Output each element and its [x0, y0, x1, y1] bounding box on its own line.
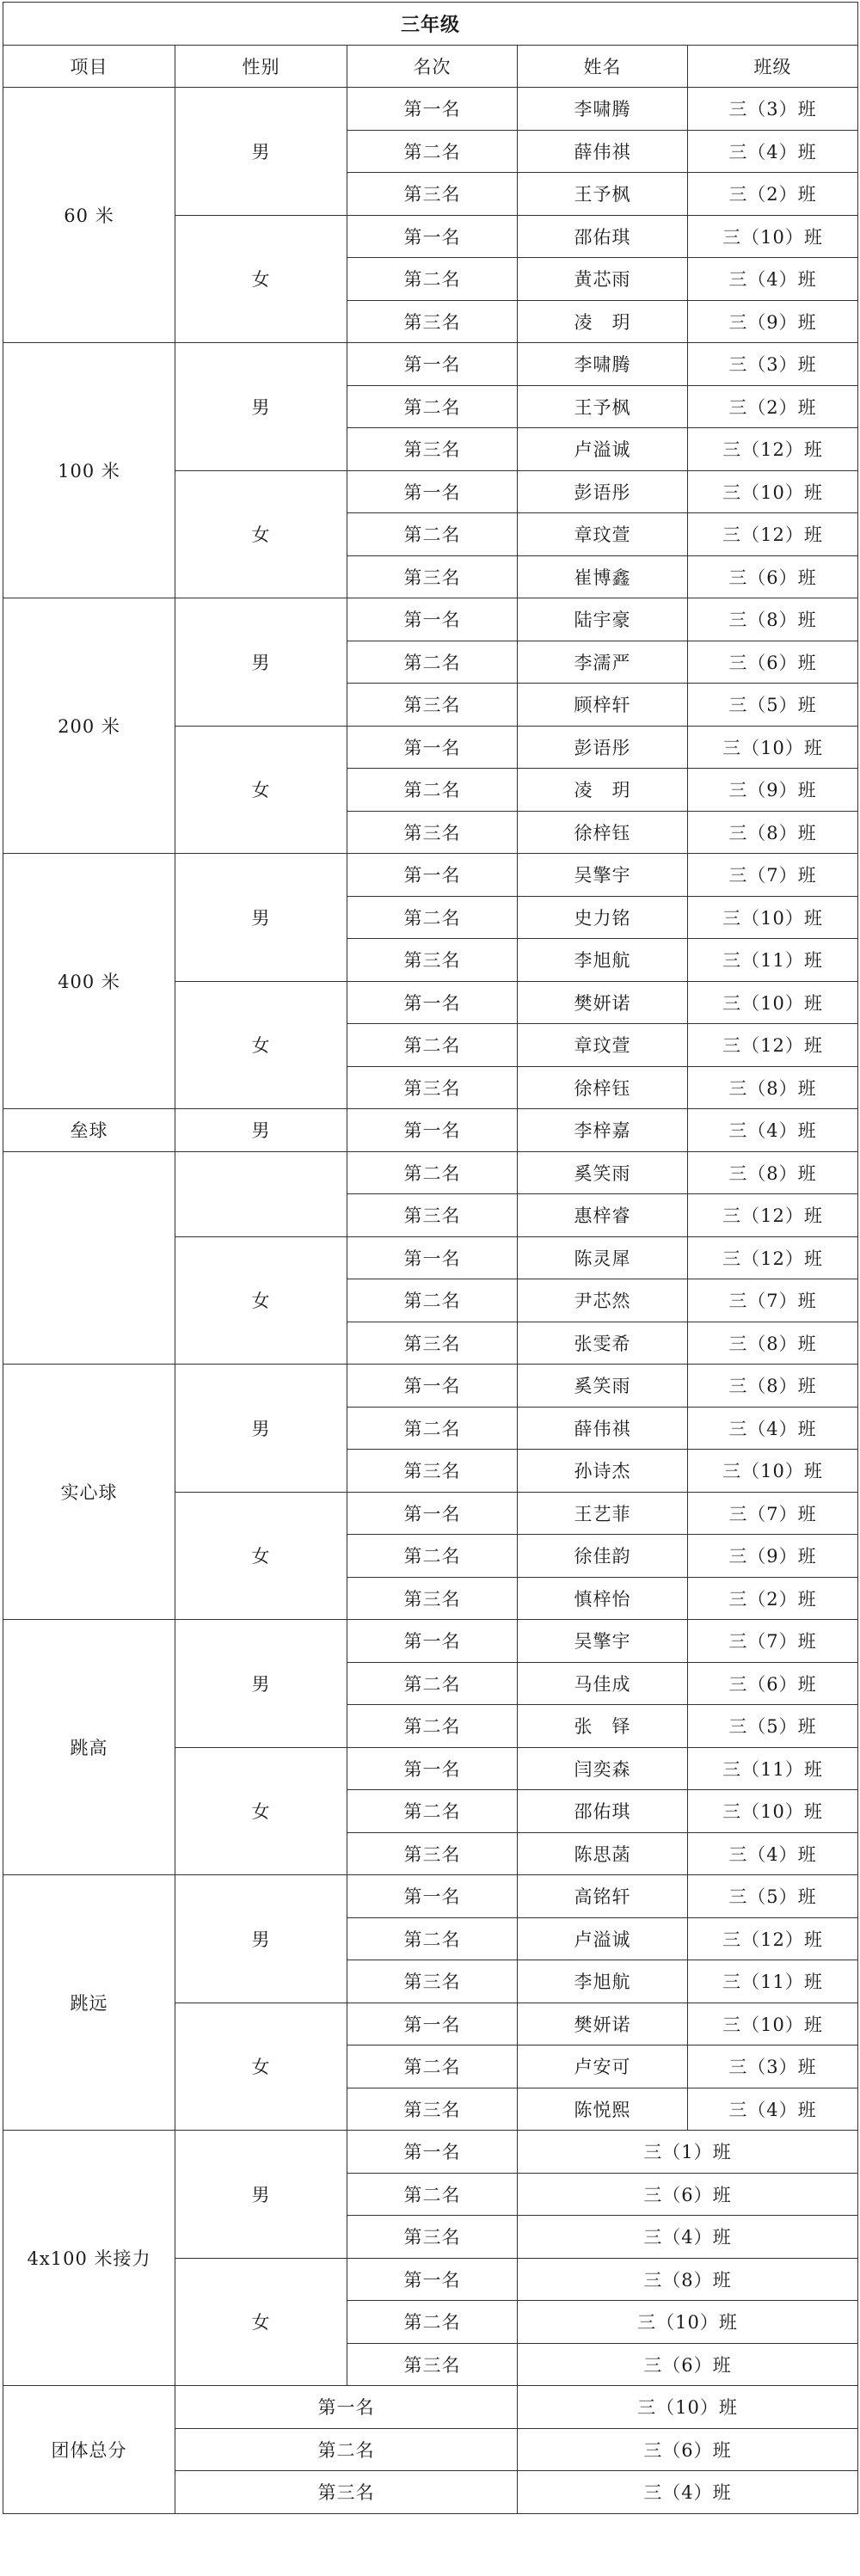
table-row — [3, 1109, 858, 1152]
rank-cell: 第二名 — [347, 1024, 518, 1067]
table-row — [3, 88, 858, 131]
student-name-cell: 孙诗杰 — [518, 1450, 688, 1493]
student-name-cell: 邵佑琪 — [518, 215, 688, 258]
class-cell: 三（6）班 — [518, 2428, 858, 2471]
class-cell: 三（5）班 — [688, 684, 858, 727]
student-name-cell: 黄芯雨 — [518, 258, 688, 301]
class-cell: 三（2）班 — [688, 385, 858, 428]
results-table-body — [3, 3, 858, 2514]
rank-cell: 第一名 — [347, 1492, 518, 1535]
student-name-cell: 尹芯然 — [518, 1279, 688, 1322]
student-name-cell: 樊妍诺 — [518, 2003, 688, 2045]
rank-cell: 第三名 — [347, 1194, 518, 1237]
gender-cell: 女 — [175, 2258, 347, 2386]
student-name-cell: 李旭航 — [518, 939, 688, 982]
gender-cell: 女 — [175, 470, 347, 598]
results-table — [3, 2, 858, 2514]
student-name-cell: 凌 玥 — [518, 300, 688, 343]
table-row — [3, 2131, 858, 2174]
rank-cell: 第二名 — [347, 1662, 518, 1705]
student-name-cell: 李啸腾 — [518, 343, 688, 386]
class-cell: 三（10）班 — [688, 726, 858, 769]
student-name-cell: 陈灵犀 — [518, 1236, 688, 1279]
class-cell: 三（11）班 — [688, 1747, 858, 1790]
student-name-cell: 王予枫 — [518, 173, 688, 216]
gender-cell: 男 — [175, 1109, 347, 1152]
student-name-cell: 彭语彤 — [518, 470, 688, 513]
class-cell: 三（8）班 — [688, 598, 858, 641]
gender-cell: 男 — [175, 2131, 347, 2259]
rank-cell: 第二名 — [347, 2301, 518, 2344]
class-cell: 三（6）班 — [688, 1662, 858, 1705]
class-cell: 三（4）班 — [518, 2216, 858, 2259]
rank-cell: 第一名 — [175, 2386, 518, 2429]
gender-cell: 男 — [175, 854, 347, 982]
event-name: 400 米 — [3, 854, 175, 1109]
student-name-cell: 薛伟祺 — [518, 130, 688, 173]
rank-cell: 第二名 — [347, 2045, 518, 2088]
class-cell: 三（1）班 — [518, 2131, 858, 2174]
header-gender: 性别 — [175, 45, 347, 88]
student-name-cell: 章玟萱 — [518, 513, 688, 556]
rank-cell: 第二名 — [347, 1407, 518, 1450]
student-name-cell: 李濡严 — [518, 641, 688, 684]
class-cell: 三（4）班 — [688, 1832, 858, 1875]
class-cell: 三（4）班 — [688, 1109, 858, 1152]
class-cell: 三（10）班 — [688, 1790, 858, 1833]
student-name-cell: 闫奕森 — [518, 1747, 688, 1790]
rank-cell: 第一名 — [347, 1875, 518, 1918]
event-name: 4x100 米接力 — [3, 2131, 175, 2386]
class-cell: 三（8）班 — [688, 1365, 858, 1408]
rank-cell: 第一名 — [347, 1747, 518, 1790]
rank-cell: 第二名 — [347, 2173, 518, 2216]
gender-cell: 男 — [175, 1365, 347, 1493]
class-cell: 三（2）班 — [688, 173, 858, 216]
class-cell: 三（10）班 — [688, 896, 858, 939]
header-rank: 名次 — [347, 45, 518, 88]
student-name-cell: 李梓嘉 — [518, 1109, 688, 1152]
event-name: 团体总分 — [3, 2386, 175, 2514]
student-name-cell: 奚笑雨 — [518, 1151, 688, 1194]
student-name-cell: 王予枫 — [518, 385, 688, 428]
class-cell: 三（11）班 — [688, 939, 858, 982]
header-name: 姓名 — [518, 45, 688, 88]
rank-cell: 第一名 — [347, 598, 518, 641]
gender-cell: 女 — [175, 981, 347, 1109]
rank-cell: 第一名 — [347, 2003, 518, 2045]
student-name-cell: 慎梓怡 — [518, 1577, 688, 1620]
gender-cell: 女 — [175, 1492, 347, 1620]
rank-cell: 第一名 — [347, 726, 518, 769]
class-cell: 三（8）班 — [518, 2258, 858, 2301]
rank-cell: 第一名 — [347, 1620, 518, 1663]
rank-cell: 第一名 — [347, 1365, 518, 1408]
rank-cell: 第三名 — [347, 428, 518, 471]
student-name-cell: 奚笑雨 — [518, 1365, 688, 1408]
event-name: 跳高 — [3, 1620, 175, 1875]
class-cell: 三（9）班 — [688, 1535, 858, 1578]
table-row — [3, 1151, 858, 1194]
student-name-cell: 薛伟祺 — [518, 1407, 688, 1450]
class-cell: 三（10）班 — [688, 2003, 858, 2045]
class-cell: 三（3）班 — [688, 88, 858, 131]
event-name: 100 米 — [3, 343, 175, 598]
rank-cell: 第二名 — [347, 513, 518, 556]
gender-cell: 女 — [175, 1747, 347, 1875]
student-name-cell: 史力铭 — [518, 896, 688, 939]
class-cell: 三（8）班 — [688, 811, 858, 854]
student-name-cell: 李旭航 — [518, 1960, 688, 2003]
rank-cell: 第二名 — [347, 769, 518, 812]
student-name-cell: 李啸腾 — [518, 88, 688, 131]
table-title: 三年级 — [3, 3, 858, 46]
table-row — [3, 1365, 858, 1408]
student-name-cell: 卢安可 — [518, 2045, 688, 2088]
class-cell: 三（12）班 — [688, 1024, 858, 1067]
student-name-cell: 张雯希 — [518, 1322, 688, 1365]
student-name-cell: 徐佳韵 — [518, 1535, 688, 1578]
class-cell: 三（6）班 — [688, 555, 858, 598]
gender-cell-empty — [175, 1151, 347, 1236]
rank-cell: 第三名 — [347, 2216, 518, 2259]
student-name-cell: 彭语彤 — [518, 726, 688, 769]
class-cell: 三（10）班 — [518, 2301, 858, 2344]
rank-cell: 第一名 — [347, 1109, 518, 1152]
rank-cell: 第一名 — [347, 215, 518, 258]
class-cell: 三（4）班 — [688, 2088, 858, 2131]
class-cell: 三（12）班 — [688, 1194, 858, 1237]
class-cell: 三（4）班 — [688, 258, 858, 301]
event-name: 实心球 — [3, 1365, 175, 1620]
rank-cell: 第一名 — [347, 343, 518, 386]
class-cell: 三（4）班 — [688, 130, 858, 173]
class-cell: 三（12）班 — [688, 513, 858, 556]
class-cell: 三（3）班 — [688, 343, 858, 386]
rank-cell: 第三名 — [347, 811, 518, 854]
rank-cell: 第三名 — [347, 1450, 518, 1493]
rank-cell: 第三名 — [347, 300, 518, 343]
rank-cell: 第三名 — [347, 1960, 518, 2003]
class-cell: 三（4）班 — [688, 1407, 858, 1450]
class-cell: 三（6）班 — [688, 641, 858, 684]
rank-cell: 第一名 — [347, 1236, 518, 1279]
student-name-cell: 邵佑琪 — [518, 1790, 688, 1833]
gender-cell: 男 — [175, 1875, 347, 2003]
rank-cell: 第二名 — [347, 641, 518, 684]
student-name-cell: 陈悦熙 — [518, 2088, 688, 2131]
header-row — [3, 45, 858, 88]
table-row — [3, 1620, 858, 1663]
class-cell: 三（10）班 — [688, 470, 858, 513]
class-cell: 三（6）班 — [518, 2343, 858, 2386]
rank-cell: 第二名 — [347, 1917, 518, 1960]
class-cell: 三（9）班 — [688, 769, 858, 812]
rank-cell: 第三名 — [347, 173, 518, 216]
class-cell: 三（2）班 — [688, 1577, 858, 1620]
gender-cell: 女 — [175, 2003, 347, 2131]
rank-cell: 第二名 — [347, 1535, 518, 1578]
student-name-cell: 章玟萱 — [518, 1024, 688, 1067]
class-cell: 三（7）班 — [688, 1492, 858, 1535]
student-name-cell: 高铭轩 — [518, 1875, 688, 1918]
class-cell: 三（4）班 — [518, 2471, 858, 2514]
student-name-cell: 吴擎宇 — [518, 1620, 688, 1663]
student-name-cell: 崔博鑫 — [518, 555, 688, 598]
rank-cell: 第二名 — [347, 385, 518, 428]
student-name-cell: 卢溢诚 — [518, 428, 688, 471]
class-cell: 三（10）班 — [688, 1450, 858, 1493]
student-name-cell: 凌 玥 — [518, 769, 688, 812]
class-cell: 三（9）班 — [688, 300, 858, 343]
class-cell: 三（8）班 — [688, 1151, 858, 1194]
rank-cell: 第三名 — [347, 1577, 518, 1620]
rank-cell: 第三名 — [347, 555, 518, 598]
student-name-cell: 陈思菡 — [518, 1832, 688, 1875]
table-row — [3, 1875, 858, 1918]
rank-cell: 第三名 — [347, 939, 518, 982]
rank-cell: 第二名 — [347, 258, 518, 301]
class-cell: 三（12）班 — [688, 1917, 858, 1960]
event-name: 60 米 — [3, 88, 175, 343]
rank-cell: 第三名 — [347, 1066, 518, 1109]
student-name-cell: 徐梓钰 — [518, 811, 688, 854]
event-name: 跳远 — [3, 1875, 175, 2131]
student-name-cell: 徐梓钰 — [518, 1066, 688, 1109]
gender-cell: 男 — [175, 88, 347, 216]
class-cell: 三（6）班 — [518, 2173, 858, 2216]
rank-cell: 第二名 — [347, 1151, 518, 1194]
rank-cell: 第三名 — [347, 2343, 518, 2386]
rank-cell: 第一名 — [347, 2258, 518, 2301]
title-row — [3, 3, 858, 46]
class-cell: 三（8）班 — [688, 1322, 858, 1365]
rank-cell: 第三名 — [175, 2471, 518, 2514]
header-class: 班级 — [688, 45, 858, 88]
rank-cell: 第一名 — [347, 981, 518, 1024]
class-cell: 三（11）班 — [688, 1960, 858, 2003]
class-cell: 三（12）班 — [688, 1236, 858, 1279]
rank-cell: 第三名 — [347, 2088, 518, 2131]
rank-cell: 第二名 — [347, 1705, 518, 1748]
student-name-cell: 陆宇豪 — [518, 598, 688, 641]
event-name: 垒球 — [3, 1109, 175, 1152]
student-name-cell: 王艺菲 — [518, 1492, 688, 1535]
rank-cell: 第一名 — [347, 470, 518, 513]
class-cell: 三（7）班 — [688, 854, 858, 897]
gender-cell: 女 — [175, 215, 347, 343]
class-cell: 三（7）班 — [688, 1620, 858, 1663]
student-name-cell: 惠梓睿 — [518, 1194, 688, 1237]
class-cell: 三（10）班 — [688, 981, 858, 1024]
table-row — [3, 2386, 858, 2429]
class-cell: 三（7）班 — [688, 1279, 858, 1322]
rank-cell: 第三名 — [347, 1322, 518, 1365]
gender-cell: 男 — [175, 343, 347, 471]
table-row — [3, 854, 858, 897]
table-row — [3, 598, 858, 641]
gender-cell: 女 — [175, 1236, 347, 1365]
rank-cell: 第二名 — [347, 1790, 518, 1833]
rank-cell: 第一名 — [347, 854, 518, 897]
student-name-cell: 卢溢诚 — [518, 1917, 688, 1960]
rank-cell: 第三名 — [347, 684, 518, 727]
class-cell: 三（10）班 — [688, 215, 858, 258]
gender-cell: 男 — [175, 598, 347, 727]
student-name-cell: 吴擎宇 — [518, 854, 688, 897]
student-name-cell: 马佳成 — [518, 1662, 688, 1705]
gender-cell: 男 — [175, 1620, 347, 1748]
class-cell: 三（3）班 — [688, 2045, 858, 2088]
rank-cell: 第一名 — [347, 88, 518, 131]
rank-cell: 第二名 — [347, 130, 518, 173]
rank-cell: 第二名 — [347, 1279, 518, 1322]
rank-cell: 第一名 — [347, 2131, 518, 2174]
student-name-cell: 张 铎 — [518, 1705, 688, 1748]
student-name-cell: 顾梓轩 — [518, 684, 688, 727]
class-cell: 三（5）班 — [688, 1875, 858, 1918]
rank-cell: 第二名 — [347, 896, 518, 939]
class-cell: 三（8）班 — [688, 1066, 858, 1109]
header-event: 项目 — [3, 45, 175, 88]
gender-cell: 女 — [175, 726, 347, 854]
rank-cell: 第二名 — [175, 2428, 518, 2471]
class-cell: 三（12）班 — [688, 428, 858, 471]
class-cell: 三（5）班 — [688, 1705, 858, 1748]
table-row — [3, 343, 858, 386]
rank-cell: 第三名 — [347, 1832, 518, 1875]
student-name-cell: 樊妍诺 — [518, 981, 688, 1024]
class-cell: 三（10）班 — [518, 2386, 858, 2429]
event-name-empty — [3, 1151, 175, 1365]
event-name: 200 米 — [3, 598, 175, 854]
